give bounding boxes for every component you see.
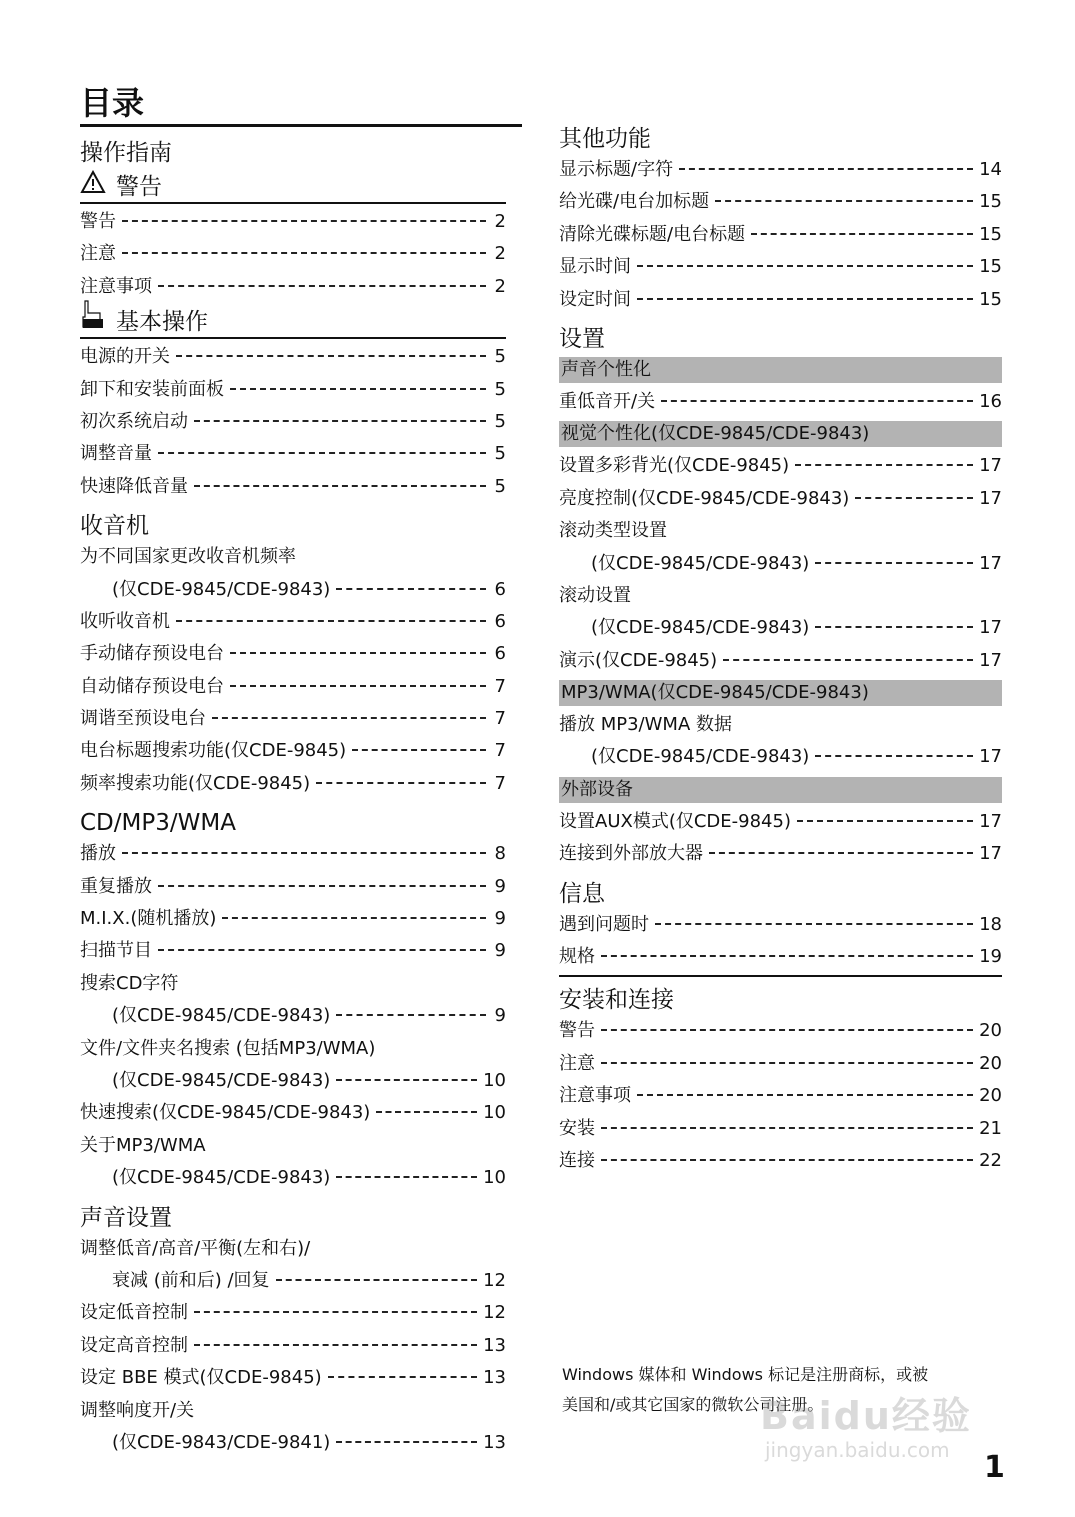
toc-entry[interactable]: (仅CDE-9845/CDE-9843) 17 (591, 552, 1002, 574)
toc-entry[interactable]: 手动储存预设电台 6 (80, 643, 506, 665)
toc-entry[interactable]: 给光碟/电台加标题 15 (559, 191, 1002, 213)
toc-entry[interactable]: 设置AUX模式(仅CDE-9845) 17 (559, 810, 1002, 832)
subsection-band: 外部设备 (559, 777, 1002, 803)
toc-entry[interactable]: (仅CDE-9845/CDE-9843) 17 (591, 746, 1002, 768)
toc-entry[interactable]: (仅CDE-9843/CDE-9841) 13 (112, 1431, 506, 1453)
toc-entry[interactable]: M.I.X.(随机播放) 9 (80, 908, 506, 930)
section-heading: CD/MP3/WMA (80, 810, 236, 837)
toc-entry[interactable]: 为不同国家更改收音机频率 (80, 546, 296, 568)
toc-entry[interactable]: 关于MP3/WMA (80, 1134, 206, 1156)
section-heading: 设置 (559, 325, 605, 352)
toc-entry[interactable]: 警告 20 (559, 1020, 1002, 1042)
toc-entry[interactable]: 搜索CD字符 (80, 972, 179, 994)
watermark-url: jingyan.baidu.com (765, 1438, 950, 1462)
divider (559, 975, 1002, 977)
toc-entry[interactable]: 注意 20 (559, 1052, 1002, 1074)
section-title: 警告 (116, 174, 162, 200)
toc-left-column (80, 130, 506, 1459)
toc-entry[interactable]: 播放 8 (80, 843, 506, 865)
toc-entry[interactable]: 注意事项 2 (80, 275, 506, 297)
toc-entry[interactable]: (仅CDE-9845/CDE-9843) 10 (112, 1167, 506, 1189)
toc-entry[interactable]: 设定高音控制 13 (80, 1334, 506, 1356)
toc-entry[interactable]: 电台标题搜索功能(仅CDE-9845) 7 (80, 740, 506, 762)
toc-entry[interactable]: 调整低音/高音/平衡(左和右)/ (80, 1237, 311, 1259)
section-heading: 其他功能 (559, 126, 651, 152)
toc-entry[interactable]: (仅CDE-9845/CDE-9843) 6 (112, 578, 506, 600)
toc-entry[interactable]: 设定时间 15 (559, 288, 1002, 310)
toc-entry[interactable]: 扫描节目 9 (80, 940, 506, 962)
section-heading-basic (80, 307, 506, 339)
toc-entry[interactable]: 安装 21 (559, 1117, 1002, 1139)
toc-entry[interactable]: 显示标题/字符 14 (559, 159, 1002, 180)
toc-entry[interactable]: 自动储存预设电台 7 (80, 675, 506, 697)
toc-entry[interactable]: 电源的开关 5 (80, 346, 506, 368)
toc-entry[interactable]: 显示时间 15 (559, 256, 1002, 278)
section-heading: 信息 (559, 880, 605, 907)
toc-entry[interactable]: 设定低音控制 12 (80, 1302, 506, 1324)
toc-entry[interactable]: 播放 MP3/WMA 数据 (559, 714, 732, 736)
section-heading-warning (80, 172, 506, 204)
toc-entry[interactable]: 演示(仅CDE-9845) 17 (559, 649, 1002, 671)
section-title: 基本操作 (116, 309, 208, 336)
toc-entry[interactable]: (仅CDE-9845/CDE-9843) 17 (591, 617, 1002, 639)
toc-entry[interactable]: 规格 19 (559, 946, 1002, 968)
toc-entry[interactable]: 调整音量 5 (80, 443, 506, 465)
subsection-band: 视觉个性化(仅CDE-9845/CDE-9843) (559, 421, 1002, 447)
section-heading: 操作指南 (80, 140, 172, 166)
page-number: 1 (984, 1450, 1005, 1485)
section-heading: 安装和连接 (559, 987, 674, 1014)
toc-entry[interactable]: 频率搜索功能(仅CDE-9845) 7 (80, 772, 506, 794)
hand-pointer-icon (80, 299, 106, 337)
toc-entry[interactable]: 快速降低音量 5 (80, 475, 506, 497)
toc-entry[interactable]: (仅CDE-9845/CDE-9843) 10 (112, 1069, 506, 1091)
toc-entry[interactable]: 衰减 (前和后) /回复 12 (112, 1269, 506, 1291)
toc-entry[interactable]: 初次系统启动 5 (80, 410, 506, 432)
toc-entry[interactable]: (仅CDE-9845/CDE-9843) 9 (112, 1005, 506, 1027)
warning-triangle-icon (80, 170, 106, 202)
toc-entry[interactable]: 遇到问题时 18 (559, 913, 1002, 935)
subsection-band: MP3/WMA(仅CDE-9845/CDE-9843) (559, 680, 1002, 706)
note-line: Windows 媒体和 Windows 标记是注册商标，或被 (562, 1365, 929, 1384)
watermark-logo: Baidu经验 (760, 1394, 972, 1438)
toc-entry[interactable]: 警告 2 (80, 211, 506, 232)
toc-entry[interactable]: 连接 22 (559, 1149, 1002, 1171)
toc-entry[interactable]: 注意 2 (80, 243, 506, 265)
toc-entry[interactable]: 卸下和安装前面板 5 (80, 378, 506, 400)
toc-entry[interactable]: 滚动设置 (559, 584, 631, 606)
toc-entry[interactable]: 亮度控制(仅CDE-9845/CDE-9843) 17 (559, 487, 1002, 509)
toc-entry[interactable]: 调整响度开/关 (80, 1399, 195, 1421)
page-title: 目录 (80, 84, 522, 127)
toc-entry[interactable]: 注意事项 20 (559, 1085, 1002, 1107)
note-line: 美国和/或其它国家的微软公司注册。 (562, 1395, 824, 1414)
toc-entry[interactable]: 设定 BBE 模式(仅CDE-9845) 13 (80, 1367, 506, 1389)
toc-right-column (559, 116, 1002, 1177)
toc-entry[interactable]: 重低音开/关 16 (559, 390, 1002, 412)
toc-entry[interactable]: 重复播放 9 (80, 875, 506, 897)
toc-entry[interactable]: 调谐至预设电台 7 (80, 708, 506, 730)
toc-entry[interactable]: 连接到外部放大器 17 (559, 843, 1002, 865)
toc-entry[interactable]: 收听收音机 6 (80, 610, 506, 632)
toc-entry[interactable]: 文件/文件夹名搜索 (包括MP3/WMA) (80, 1037, 376, 1059)
subsection-band: 声音个性化 (559, 357, 1002, 383)
toc-entry[interactable]: 设置多彩背光(仅CDE-9845) 17 (559, 455, 1002, 477)
toc-entry[interactable]: 滚动类型设置 (559, 520, 667, 542)
toc-entry[interactable]: 清除光碟标题/电台标题 15 (559, 223, 1002, 245)
section-heading: 声音设置 (80, 1204, 172, 1231)
section-heading: 收音机 (80, 513, 149, 540)
toc-entry[interactable]: 快速搜索(仅CDE-9845/CDE-9843) 10 (80, 1102, 506, 1124)
